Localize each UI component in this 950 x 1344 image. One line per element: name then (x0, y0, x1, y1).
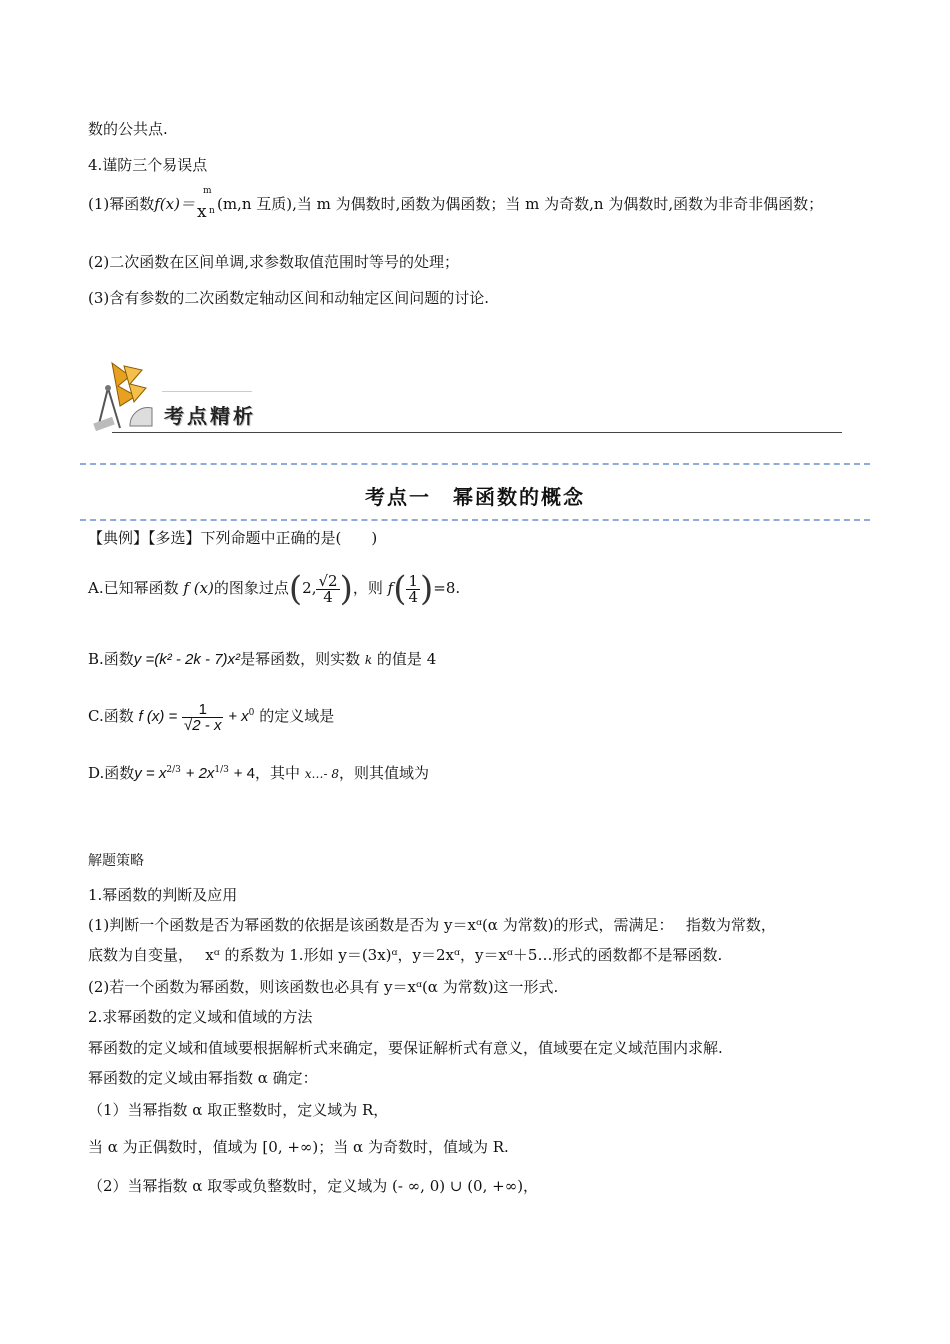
option-a-result: =8. (433, 579, 461, 597)
option-a (88, 562, 460, 614)
option-c-num: 1 (182, 702, 223, 718)
option-c (88, 690, 334, 736)
option-b-suffix: 是幂函数，则实数 (240, 650, 361, 668)
point-y-num: √2 (318, 571, 338, 590)
strategy-line-5: 幂函数的定义域由幂指数 α 确定： (88, 1069, 318, 1087)
option-d-end: + 4 (233, 765, 255, 782)
option-a-f: f (387, 579, 394, 597)
option-b-formula: y =(k² - 2k - 7)x² (133, 651, 241, 668)
option-d-mid: + 2x (185, 765, 215, 782)
banner-underline (112, 432, 842, 433)
option-c-tail: + x (228, 708, 249, 725)
strategy-title: 解题策略 (88, 853, 144, 869)
strategy-heading-1: 1.幂函数的判断及应用 (88, 886, 238, 904)
option-b-end: 的值是 4 (376, 650, 437, 668)
paren-left-2: ( (393, 569, 407, 609)
p1-label: (1)幂函数 (88, 195, 155, 213)
option-d-cond: x…- 8 (304, 767, 340, 781)
point-y-fraction (316, 571, 339, 606)
strategy-line-3: (2)若一个函数为幂函数，则该函数也必具有 y＝xᵅ(α 为常数)这一形式. (88, 978, 559, 996)
option-c-suffix: 的定义域是 (259, 707, 335, 725)
example-header: 【典例】【多选】下列命题中正确的是( ) (88, 529, 378, 547)
paragraph-1 (88, 186, 824, 222)
point-y-den: 4 (323, 587, 333, 606)
paragraph-3: (3)含有参数的二次函数定轴动区间和动轴定区间问题的讨论. (88, 289, 490, 307)
paren-right-2: ) (420, 569, 434, 609)
base-x: x (196, 202, 207, 222)
heading-4: 4.谨防三个易误点 (88, 156, 208, 174)
option-a-then: ，则 (352, 579, 383, 597)
quarter-den: 4 (408, 587, 419, 606)
option-c-exp: 0 (248, 708, 255, 718)
option-a-fx: f (x) (183, 579, 214, 597)
option-d-formula: y = x (134, 765, 167, 782)
geometry-tools-icon (90, 358, 170, 436)
strategy-line-4: 幂函数的定义域和值域要根据解析式来确定，要保证解析式有意义，值域要在定义域范围内求解. (88, 1039, 723, 1057)
exp-m: m (202, 186, 212, 196)
strategy-line-8: （2）当幂指数 α 取零或负整数时，定义域为 (- ∞, 0) ∪ (0, +∞)， (88, 1177, 539, 1195)
option-d-exp2: 1/3 (214, 765, 229, 775)
strategy-line-6: （1）当幂指数 α 取正整数时，定义域为 R， (88, 1101, 389, 1119)
option-d-suffix: ，其中 (254, 764, 300, 782)
text-line: 数的公共点. (88, 120, 168, 138)
p1-text: (m,n 互质),当 m 为偶数时,函数为偶函数；当 m 为奇数,n 为偶数时,函数为非奇非偶函数； (216, 195, 824, 213)
strategy-line-2: 底数为自变量， xᵅ 的系数为 1.形如 y＝(3x)ᵅ，y＝2xᵅ，y＝xᵅ＋5…形式的函数都不是幂函数. (88, 946, 723, 964)
p1-fx: f(x)＝ (154, 195, 195, 213)
x-power-mn (195, 186, 217, 222)
paren-left: ( (288, 569, 303, 609)
section-banner (90, 358, 870, 438)
exp-n: n (208, 206, 215, 216)
option-c-den: √2 - x (184, 716, 222, 734)
option-b-prefix: B.函数 (88, 650, 134, 668)
option-d-prefix: D.函数 (88, 764, 135, 782)
option-d-suffix2: ，则其值域为 (339, 764, 430, 782)
option-d (88, 762, 429, 783)
dashed-divider-bottom (80, 519, 870, 521)
option-a-mid: 的图象过点 (213, 579, 289, 597)
paren-right: ) (339, 569, 353, 609)
banner-accent-line (162, 391, 252, 392)
strategy-line-1: (1)判断一个函数是否为幂函数的依据是该函数是否为 y＝xᵅ(α 为常数)的形式，需满足： 指数为常数， (88, 916, 776, 934)
section-title: 考点一 幂函数的概念 (365, 485, 585, 509)
strategy-line-7: 当 α 为正偶数时，值域为 [0, +∞)；当 α 为奇数时，值域为 R. (88, 1138, 509, 1156)
quarter-fraction (406, 571, 420, 606)
banner-title: 考点精析 (164, 404, 256, 428)
option-c-prefix: C.函数 (88, 707, 134, 725)
option-d-exp1: 2/3 (166, 765, 181, 775)
option-c-lhs: f (x) = (138, 708, 178, 725)
point-x: 2, (302, 579, 317, 597)
option-c-fraction (182, 702, 223, 733)
paragraph-2: (2)二次函数在区间单调,求参数取值范围时等号的处理； (88, 253, 460, 271)
option-b-k: k (364, 653, 373, 667)
option-b (88, 648, 436, 669)
dashed-divider-top (80, 463, 870, 465)
strategy-heading-2: 2.求幂函数的定义域和值域的方法 (88, 1008, 313, 1026)
quarter-num: 1 (408, 571, 419, 590)
option-a-prefix: A.已知幂函数 (88, 579, 179, 597)
